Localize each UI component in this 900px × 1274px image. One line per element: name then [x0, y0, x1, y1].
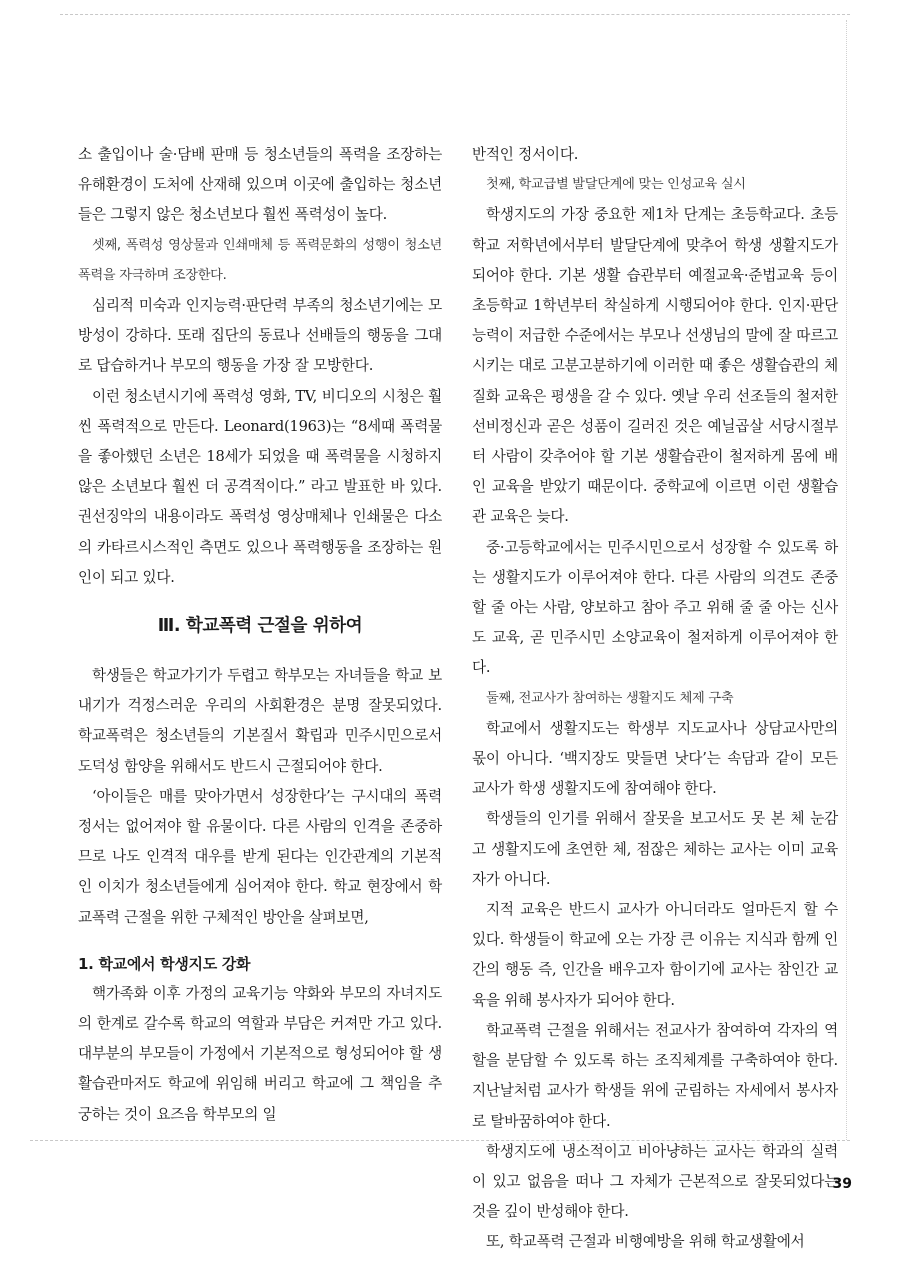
left-paragraph-4: 이런 청소년시기에 폭력성 영화, TV, 비디오의 시청은 훨씬 폭력적으로 만든다. Leonard(1963)는 “8세때 폭력물을 좋아했던 소년은 18세가 되었을 때 폭력물을 시청하지 않은 소년보다 훨씬 더 공격적이다.” 라고 발표한 바 있다. 권선징악의 내용이라도 폭력성 영상매체나 인쇄물은 다소의 카타르시스적인 측면도 있으나 폭력행동을 조장하는 원인이 되고 있다. — [78, 387, 442, 586]
left-paragraph-3: 심리적 미숙과 인지능력·판단력 부족의 청소년기에는 모방성이 강하다. 또래 집단의 동료나 선배들의 행동을 그대로 답습하거나 부모의 행동을 가장 잘 모방한다. — [78, 297, 442, 375]
page-number: 39 — [832, 1176, 852, 1192]
right-column — [472, 140, 838, 1258]
right-paragraph-9: 학교폭력 근절을 위해서는 전교사가 참여하여 각자의 역할을 분담할 수 있도록 하는 조직체계를 구축하여야 한다. 지난날처럼 교사가 학생들 위에 군림하는 자세에서 봉사자로 탈바꿈하여야 한다. — [472, 1021, 838, 1130]
right-subheading-1: 첫째, 학교급별 발달단계에 맞는 인성교육 실시 — [486, 177, 746, 193]
left-paragraph-7: 핵가족화 이후 가정의 교육기능 약화와 부모의 자녀지도의 한계로 갈수록 학교의 역할과 부담은 커져만 가고 있다. 대부분의 부모들이 가정에서 기본적으로 형성되어야 할 생활습관마저도 학교에 위임해 버리고 학교에 그 책임을 추궁하는 것이 요즈음 학부모의 일 — [78, 984, 442, 1123]
top-scan-rule — [60, 14, 850, 15]
right-paragraph-1: 반적인 정서이다. — [472, 146, 579, 163]
right-paragraph-10: 학생지도에 냉소적이고 비아냥하는 교사는 학과의 실력이 있고 없음을 떠나 그 자체가 근본적으로 잘못되었다는 것을 깊이 반성해야 한다. — [472, 1142, 838, 1221]
right-paragraph-11: 또, 학교폭력 근절과 비행예방을 위해 학교생활에서 — [486, 1233, 805, 1251]
left-paragraph-1: 소 출입이나 술·담배 판매 등 청소년들의 폭력을 조장하는 유해환경이 도처에 산재해 있으며 이곳에 출입하는 청소년들은 그렇지 않은 청소년보다 훨씬 폭력성이 높다. — [78, 146, 442, 224]
right-subheading-2: 둘째, 전교사가 참여하는 생활지도 체제 구축 — [486, 690, 734, 706]
section-heading: Ⅲ. 학교폭력 근절을 위하여 — [157, 616, 363, 637]
sub-heading: 1. 학교에서 학생지도 강화 — [78, 954, 251, 973]
left-paragraph-5: 학생들은 학교가기가 두렵고 학부모는 자녀들을 학교 보내기가 걱정스러운 우리의 사회환경은 분명 잘못되었다. 학교폭력은 청소년들의 기본질서 확립과 민주시민으로서 도덕성 함양을 위해서도 반드시 근절되어야 한다. — [78, 667, 442, 775]
right-paragraph-7: 학생들의 인기를 위해서 잘못을 보고서도 못 본 체 눈감고 생활지도에 초연한 체, 점잖은 체하는 교사는 이미 교육자가 아니다. — [472, 810, 838, 888]
right-paragraph-6: 학교에서 생활지도는 학생부 지도교사나 상담교사만의 몫이 아니다. ‘백지장도 맞들면 낫다’는 속담과 같이 모든 교사가 학생 생활지도에 참여해야 한다. — [472, 719, 838, 798]
right-paragraph-8: 지적 교육은 반드시 교사가 아니더라도 얼마든지 할 수 있다. 학생들이 학교에 오는 가장 큰 이유는 지식과 함께 인간의 행동 즉, 인간을 배우고자 함이기에 교사는 참인간 교육을 위해 봉사자가 되어야 한다. — [472, 901, 838, 1009]
right-scan-rule — [846, 20, 847, 1140]
bottom-scan-rule — [30, 1140, 850, 1141]
left-paragraph-2: 셋째, 폭력성 영상물과 인쇄매체 등 폭력문화의 성행이 청소년 폭력을 자극하며 조장한다. — [78, 237, 442, 283]
left-column — [78, 140, 442, 1130]
left-paragraph-6: ‘아이들은 매를 맞아가면서 성장한다’는 구시대의 폭력정서는 없어져야 할 유물이다. 다른 사람의 인격을 존중하므로 나도 인격적 대우를 받게 된다는 인간관계의 기본적인 이치가 청소년들에게 심어져야 한다. 학교 현장에서 학교폭력 근절을 위한 구체적인 방안을 살펴보면, — [78, 787, 442, 926]
right-paragraph-3: 학생지도의 가장 중요한 제1차 단계는 초등학교다. 초등학교 저학년에서부터 발달단계에 맞추어 학생 생활지도가 되어야 한다. 기본 생활 습관부터 예절교육·준법교육 등이 초등학교 1학년부터 착실하게 시행되어야 한다. 인지·판단능력이 저급한 수준에서는 부모나 선생님의 말에 잘 따르고 시키는 대로 고분고분하기에 이러한 때 좋은 생활습관의 체질화 교육은 평생을 갈 수 있다. 옛날 우리 선조들의 철저한 선비정신과 곧은 성품이 길러진 것은 예닐곱살 서당시절부터 사람이 갖추어야 할 기본 생활습관이 철저하게 몸에 배인 교육을 받았기 때문이다. 중학교에 이르면 이런 생활습관 교육은 늦다. — [472, 206, 838, 526]
right-paragraph-4: 중·고등학교에서는 민주시민으로서 성장할 수 있도록 하는 생활지도가 이루어져야 한다. 다른 사람의 의견도 존중할 줄 아는 사람, 양보하고 참아 주고 위해 줄 줄 아는 신사도 교육, 곧 민주시민 소양교육이 철저하게 이루어져야 한다. — [472, 538, 838, 677]
